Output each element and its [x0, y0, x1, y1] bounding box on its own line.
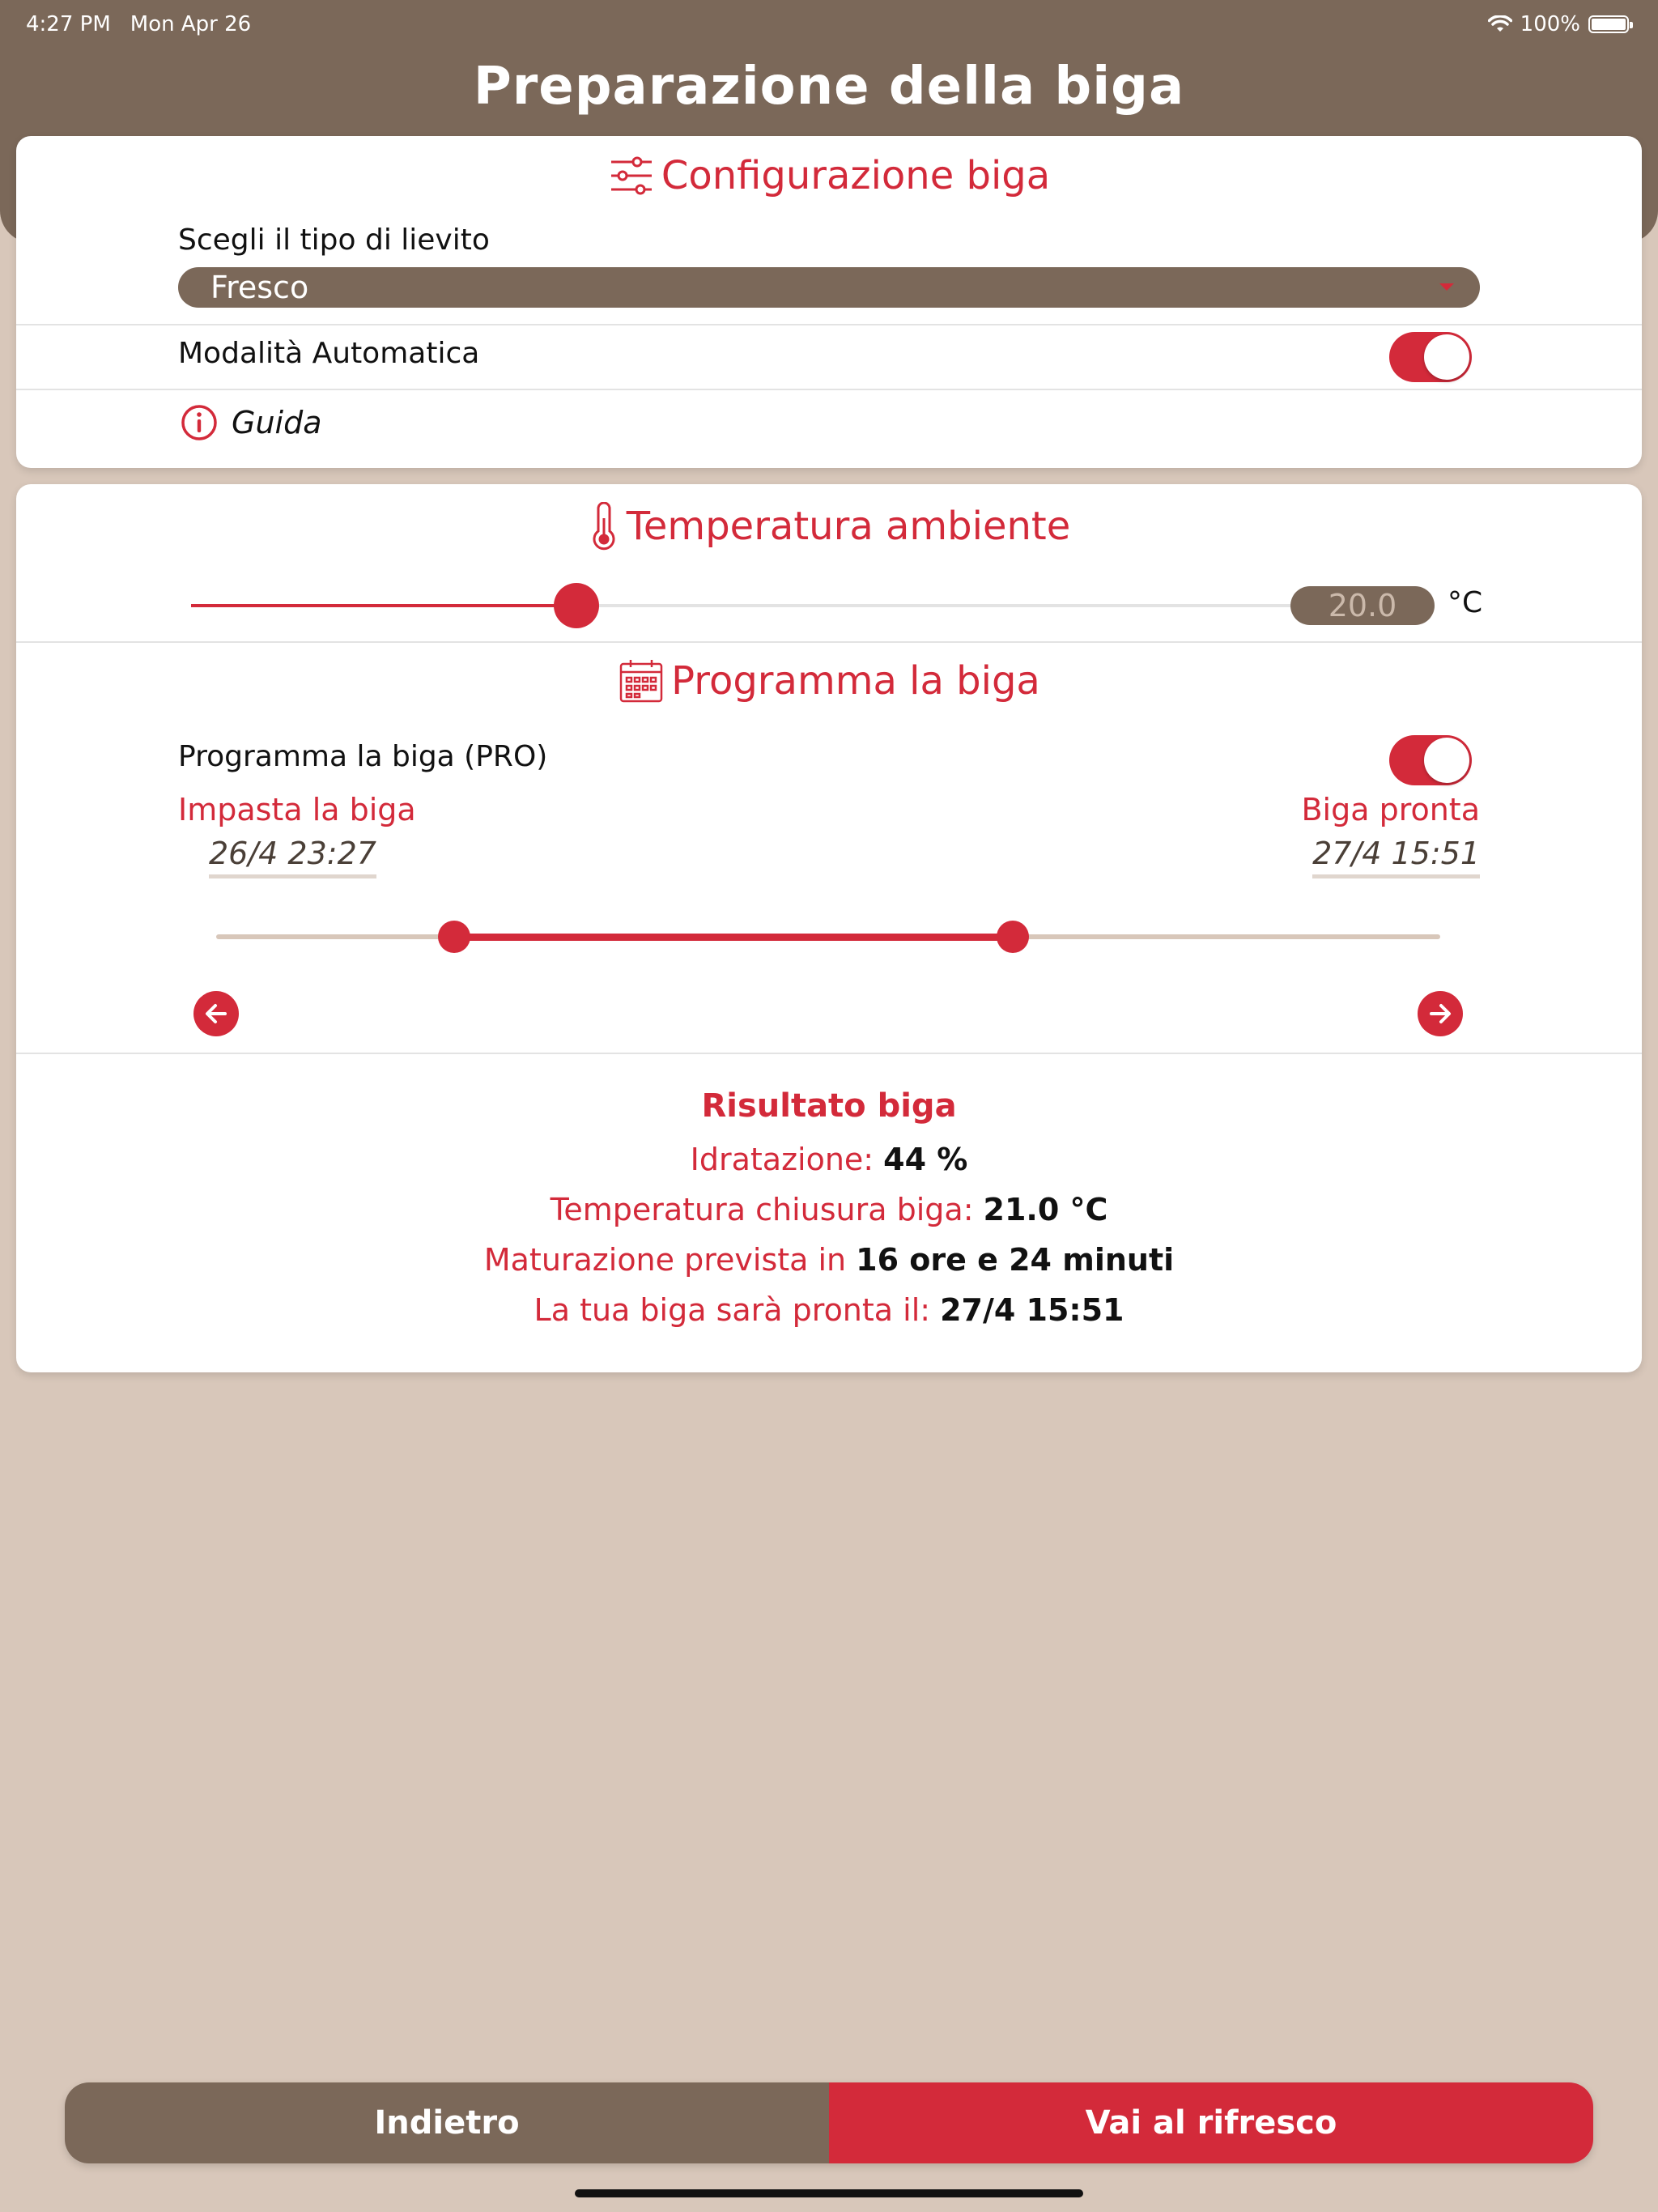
- go-to-refresh-button-label: Vai al rifresco: [1085, 2104, 1337, 2142]
- back-button-label: Indietro: [374, 2104, 520, 2142]
- hydration-row: [16, 1142, 1642, 1177]
- arrow-left-icon: [202, 1000, 230, 1027]
- temperature-section-title: [16, 502, 1642, 551]
- temperature-slider-thumb[interactable]: [554, 583, 599, 628]
- previous-arrow-button[interactable]: [193, 991, 239, 1036]
- info-icon: [180, 403, 219, 442]
- end-label: Biga pronta: [1301, 792, 1480, 827]
- divider: [16, 1053, 1642, 1054]
- temperature-slider-fill: [191, 604, 576, 607]
- schedule-section-title: [16, 657, 1642, 704]
- program-card: [16, 484, 1642, 1372]
- divider: [16, 324, 1642, 325]
- result-title: Risultato biga: [701, 1087, 957, 1125]
- close-temperature-value: 21.0 °C: [983, 1192, 1108, 1227]
- config-title-text: Configurazione biga: [661, 153, 1051, 198]
- guide-link[interactable]: [180, 403, 322, 442]
- arrow-right-icon: [1426, 1000, 1454, 1027]
- temperature-value-field[interactable]: [1290, 586, 1435, 625]
- sliders-icon: [608, 152, 655, 199]
- time-range-end-thumb[interactable]: [997, 921, 1029, 953]
- yeast-select[interactable]: [178, 267, 1480, 308]
- ready-value: 27/4 15:51: [940, 1292, 1124, 1328]
- status-date: Mon Apr 26: [130, 12, 252, 36]
- temperature-title-text: Temperatura ambiente: [626, 504, 1071, 549]
- back-button[interactable]: [65, 2082, 829, 2163]
- status-bar: [26, 8, 1629, 40]
- auto-mode-label: Modalità Automatica: [178, 337, 480, 370]
- maturation-value: 16 ore e 24 minuti: [856, 1242, 1175, 1278]
- hydration-value: 44 %: [883, 1142, 968, 1177]
- ready-label: La tua biga sarà pronta il:: [534, 1292, 931, 1328]
- hydration-label: Idratazione:: [690, 1142, 874, 1177]
- start-label: Impasta la biga: [178, 792, 416, 827]
- close-temperature-label: Temperatura chiusura biga:: [550, 1192, 974, 1227]
- dropdown-arrow-icon: [1439, 283, 1454, 291]
- yeast-label: Scegli il tipo di lievito: [178, 223, 490, 257]
- config-card: [16, 136, 1642, 468]
- close-temperature-row: [16, 1192, 1642, 1227]
- yeast-select-value: Fresco: [210, 270, 309, 305]
- schedule-title-text: Programma la biga: [671, 658, 1040, 704]
- end-date[interactable]: 27/4 15:51: [1312, 836, 1480, 878]
- temperature-unit: °C: [1448, 586, 1483, 619]
- thermometer-icon: [588, 502, 620, 551]
- divider: [16, 389, 1642, 390]
- status-time: 4:27 PM: [26, 12, 111, 36]
- maturation-label: Maturazione prevista in: [483, 1242, 847, 1278]
- calendar-icon: [618, 657, 665, 704]
- next-arrow-button[interactable]: [1418, 991, 1463, 1036]
- go-to-refresh-button[interactable]: [829, 2082, 1593, 2163]
- wifi-icon: [1488, 15, 1512, 33]
- time-range-start-thumb[interactable]: [438, 921, 470, 953]
- pro-schedule-toggle[interactable]: [1389, 735, 1472, 785]
- temperature-value: 20.0: [1328, 588, 1397, 623]
- maturation-row: [16, 1242, 1642, 1278]
- page-title: Preparazione della biga: [473, 57, 1185, 117]
- bottom-action-bar: [65, 2082, 1593, 2163]
- battery-percentage: 100%: [1520, 12, 1580, 36]
- pro-schedule-label: Programma la biga (PRO): [178, 740, 548, 773]
- ready-row: [16, 1292, 1642, 1328]
- home-indicator: [575, 2189, 1083, 2197]
- start-date[interactable]: 26/4 23:27: [209, 836, 376, 878]
- auto-mode-toggle[interactable]: [1389, 332, 1472, 382]
- battery-icon: [1588, 15, 1629, 33]
- guide-label: Guida: [232, 405, 322, 440]
- divider: [16, 641, 1642, 643]
- time-range-fill: [454, 934, 1013, 941]
- config-section-title: [16, 152, 1642, 199]
